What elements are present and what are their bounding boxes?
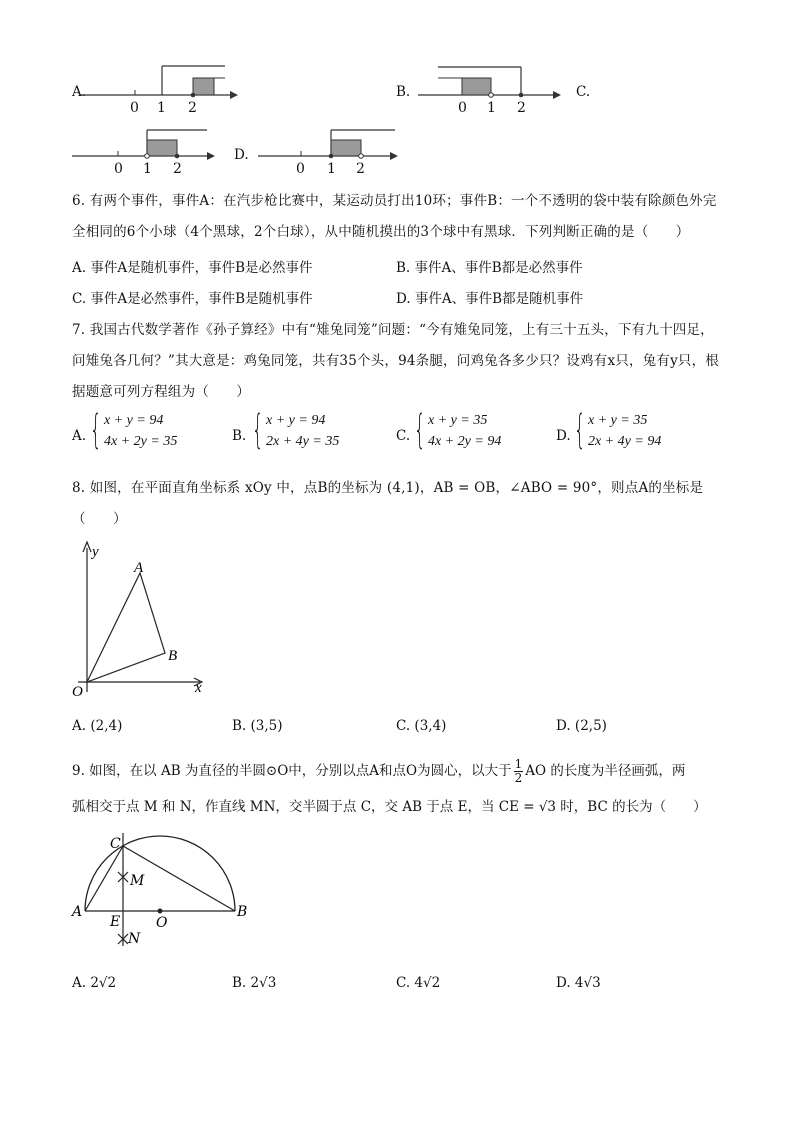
option-label: A. [72,428,87,444]
q5-number-line-c [72,126,222,166]
q9-option-d[interactable]: D. 4√3 [556,975,601,991]
q9-stem-line1 [72,758,722,785]
tick-2: 2 [517,100,526,116]
q8-option-b[interactable]: B. (3,5) [232,718,283,734]
q8-coordinate-figure [70,540,220,705]
q5-option-d-label: D. [234,147,249,163]
fraction-numerator: 1 [514,757,523,771]
equation-2: 4x + 2y = 35 [104,434,178,449]
brace-icon: { [414,407,426,453]
q5-option-c-label: C. [576,84,591,100]
point-b-label: B [168,648,178,664]
tick-2: 2 [173,161,182,177]
x-axis-label: x [195,680,202,696]
equation-system [266,410,339,452]
point-e-label: E [110,914,121,930]
fraction-one-half [514,758,524,785]
tick-1: 1 [157,100,166,116]
tick-0: 0 [296,161,305,177]
equation-2: 2x + 4y = 35 [266,434,340,449]
option-label: D. [556,428,571,444]
equation-system [104,410,177,452]
point-a-label: A [72,904,83,920]
equation-1: x + y = 94 [266,413,326,428]
q8-option-c[interactable]: C. (3,4) [396,718,447,734]
fraction-denominator: 2 [514,771,523,785]
equation-1: x + y = 35 [588,413,648,428]
q9-stem-line2: 弧相交于点 M 和 N，作直线 MN，交半圆于点 C，交 AB 于点 E，当 CE = √3 时，BC 的长为（ ） [72,799,707,815]
q6-option-c[interactable]: C. 事件A是必然事件，事件B是随机事件 [72,291,313,307]
q6-option-b[interactable]: B. 事件A、事件B都是必然事件 [396,260,583,276]
q7-stem: 7. 我国古代数学著作《孙子算经》中有“雉兔同笼”问题：“今有雉兔同笼，上有三十五头，下有九十四足，问雉兔各几何？”其大意是：鸡兔同笼，共有35个头，94条腿，问鸡兔各多少只？设鸡有x只，兔有y只，根据题意可列方程组为（ ） [72,322,719,400]
q9-option-c[interactable]: C. 4√2 [396,975,441,991]
equation-2: 2x + 4y = 94 [588,434,662,449]
option-label: C. [396,428,411,444]
q5-option-a-label: A. [72,84,87,100]
q8-stem: 8. 如图，在平面直角坐标系 xOy 中，点B的坐标为 (4,1)，AB = OB，∠ABO = 90°，则点A的坐标是（ ） [72,480,704,527]
tick-1: 1 [327,161,336,177]
tick-2: 2 [356,161,365,177]
tick-1: 1 [487,100,496,116]
equation-2: 4x + 2y = 94 [428,434,502,449]
q6-option-a[interactable]: A. 事件A是随机事件，事件B是必然事件 [72,260,313,276]
equation-1: x + y = 94 [104,413,164,428]
brace-icon: { [574,407,586,453]
equation-1: x + y = 35 [428,413,488,428]
q9-option-a[interactable]: A. 2√2 [72,975,117,991]
tick-1: 1 [143,161,152,177]
point-c-label: C [110,836,121,852]
y-axis-label: y [92,544,99,560]
tick-0: 0 [458,100,467,116]
brace-icon: { [252,407,264,453]
q5-number-line-b [418,62,568,102]
q9-option-b[interactable]: B. 2√3 [232,975,277,991]
q5-number-line-d [258,126,408,166]
point-n-label: N [128,931,141,947]
q9-semicircle-figure [70,828,250,958]
point-a-label: A [134,560,144,576]
tick-0: 0 [114,161,123,177]
q9-text-part2: AO 的长度为半径画弧，两 [525,763,686,779]
q6-stem: 6. 有两个事件，事件A：在汽步枪比赛中，某运动员打出10环；事件B：一个不透明的袋中装有除颜色外完全相同的6个小球（4个黑球，2个白球），从中随机摸出的3个球中有黑球．下列判断正确的是（ ） [72,193,717,240]
q5-option-b-label: B. [396,84,411,100]
q8-option-a[interactable]: A. (2,4) [72,718,123,734]
q8-option-d[interactable]: D. (2,5) [556,718,607,734]
equation-system [428,410,501,452]
point-b-label: B [237,904,248,920]
tick-0: 0 [130,100,139,116]
q9-text-part1: 9. 如图，在以 AB 为直径的半圆⊙O中，分别以点A和点O为圆心，以大于 [72,763,512,779]
point-m-label: M [130,873,145,889]
point-o-label: O [156,915,168,931]
point-o-label: O [72,684,83,700]
tick-2: 2 [188,100,197,116]
option-label: B. [232,428,247,444]
equation-system [588,410,661,452]
brace-icon: { [90,407,102,453]
q6-option-d[interactable]: D. 事件A、事件B都是随机事件 [396,291,584,307]
